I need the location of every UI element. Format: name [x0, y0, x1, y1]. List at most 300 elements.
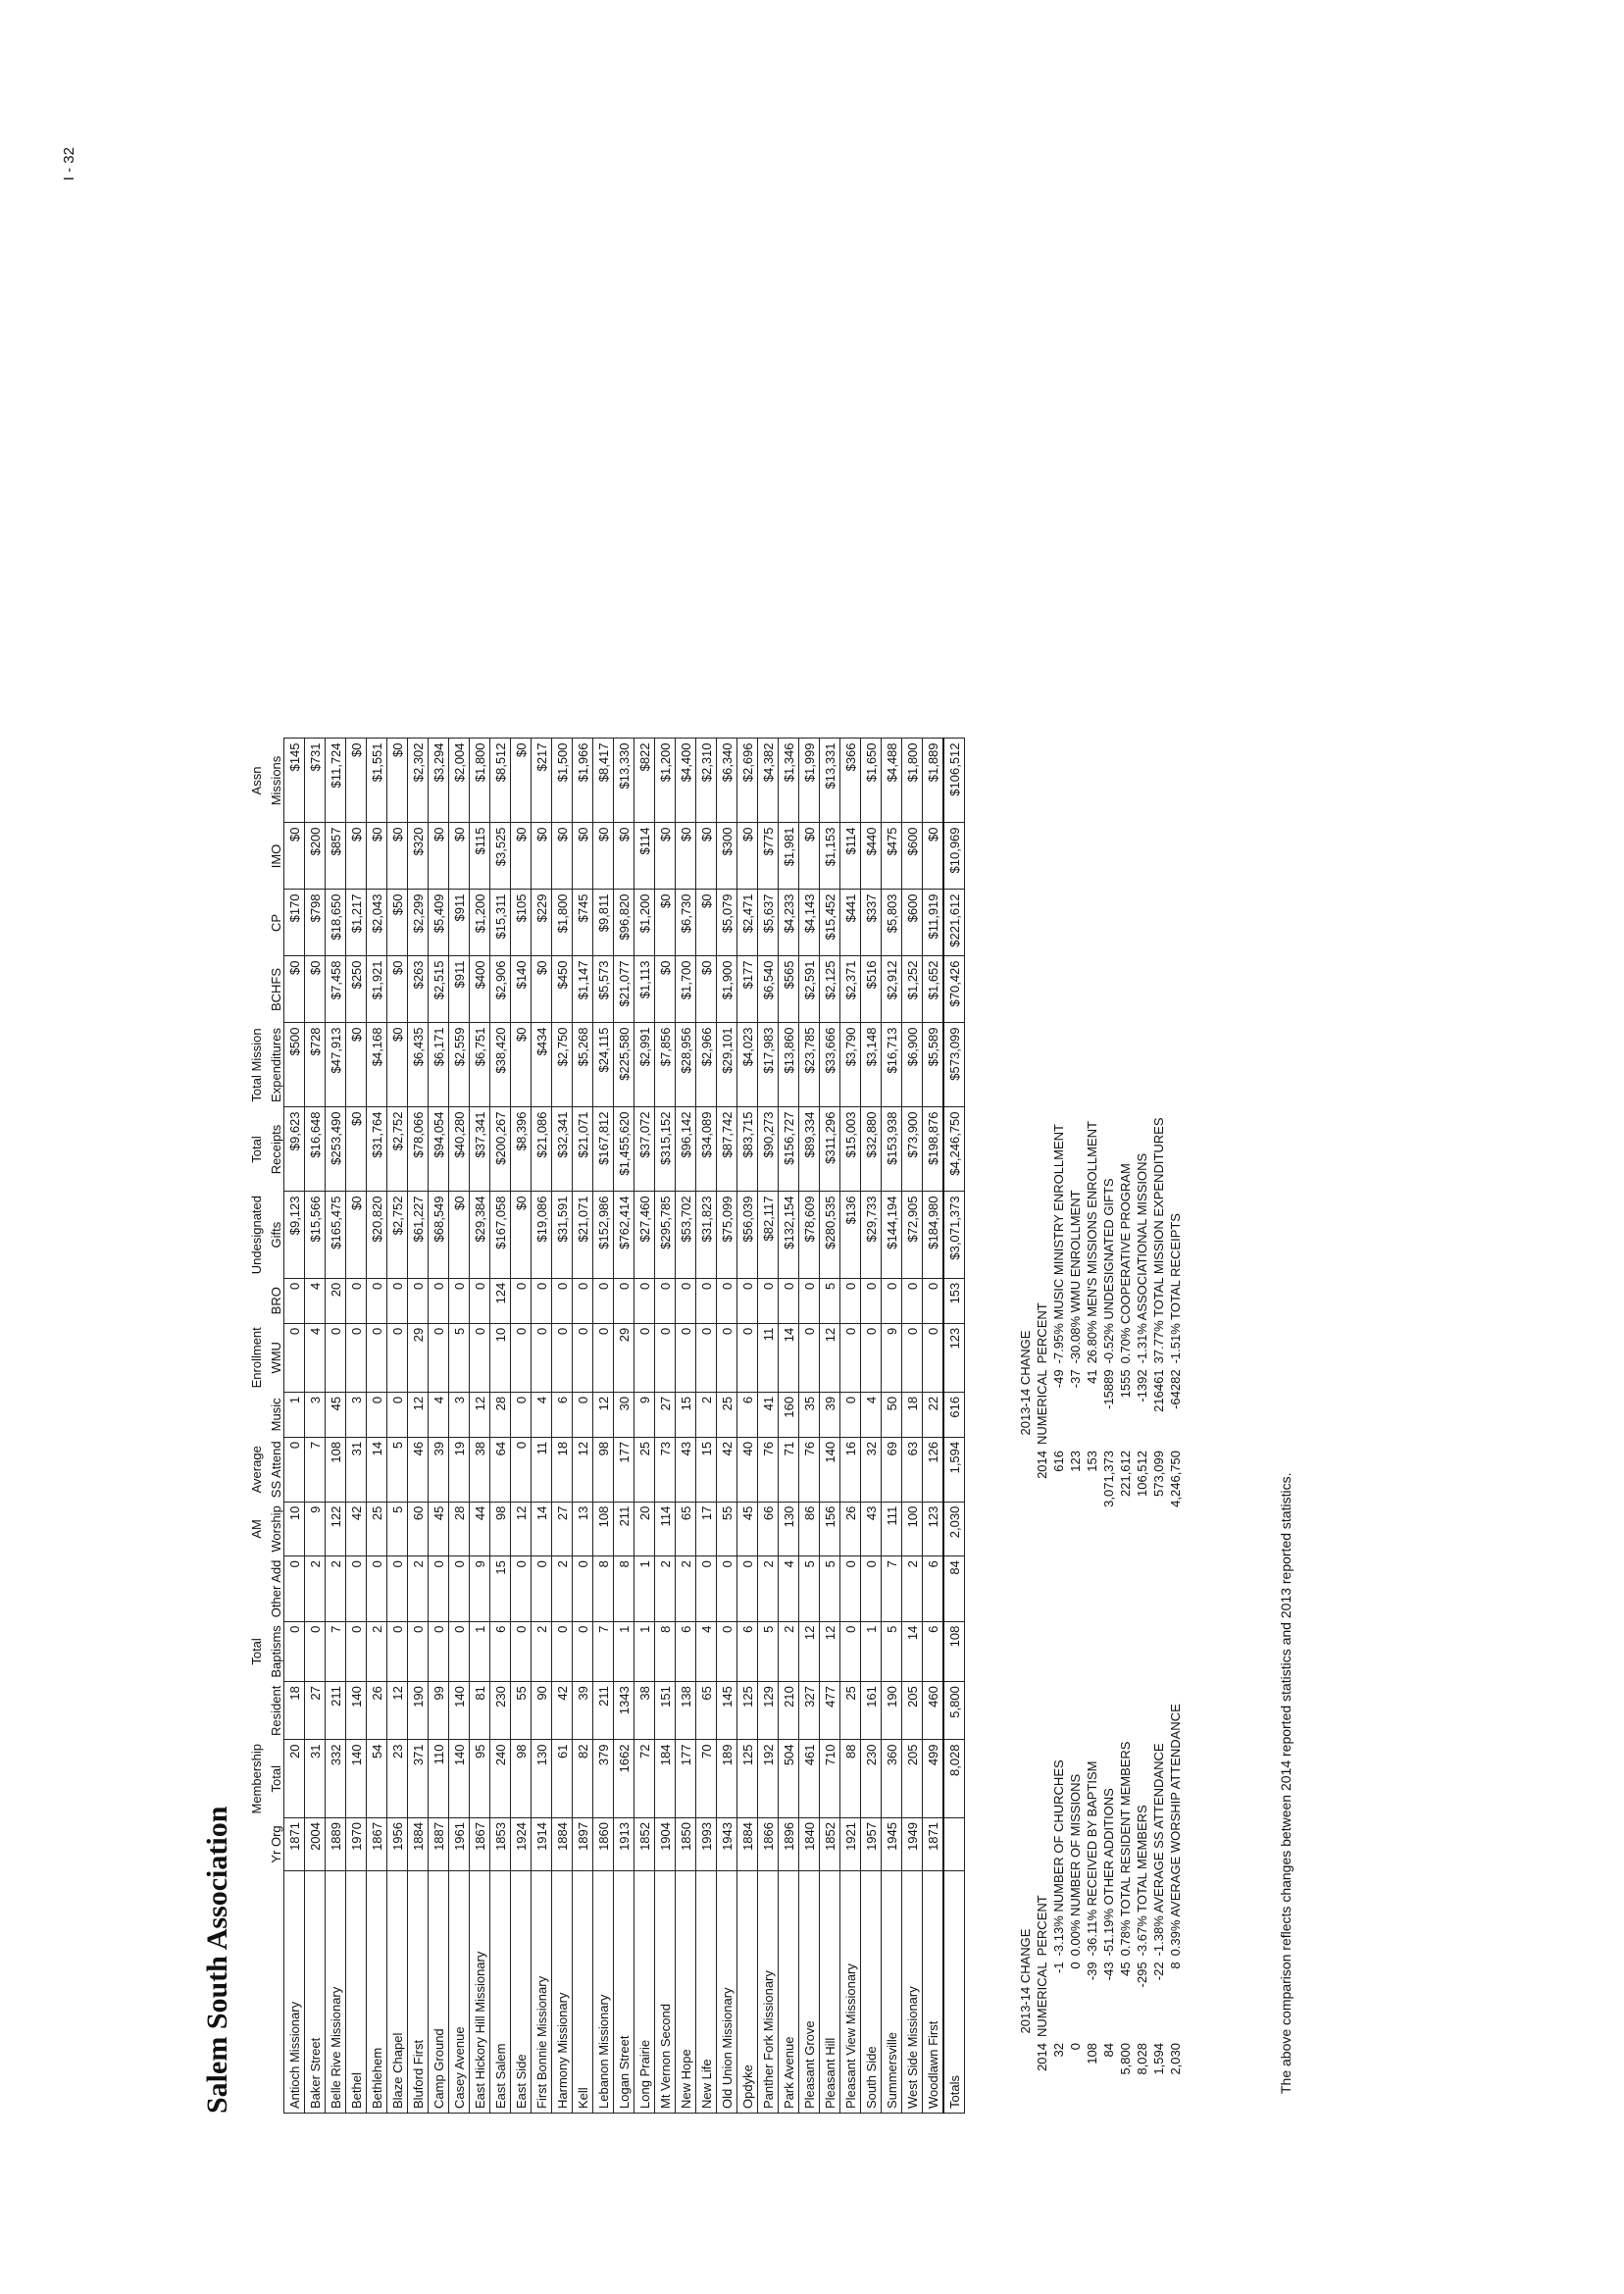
- table-cell: 0: [429, 1278, 449, 1323]
- table-cell: 1956: [387, 1818, 408, 1871]
- table-cell: 1921: [840, 1818, 861, 1871]
- table-cell: 54: [367, 1740, 387, 1818]
- table-cell: 2: [676, 1556, 696, 1622]
- table-cell: $167,058: [490, 1192, 511, 1278]
- table-cell: 42: [552, 1682, 573, 1740]
- table-cell: 7: [326, 1621, 346, 1681]
- change-2014-value: 0: [1068, 2043, 1083, 2051]
- table-cell: 4: [779, 1556, 799, 1622]
- table-cell: 0: [717, 1323, 737, 1392]
- table-cell: 0: [284, 1278, 305, 1323]
- table-cell: $68,549: [429, 1192, 449, 1278]
- table-cell: $366: [840, 739, 861, 823]
- table-cell: $31,823: [696, 1192, 717, 1278]
- table-cell: 9: [882, 1323, 902, 1392]
- table-cell: $94,054: [429, 1107, 449, 1192]
- table-cell: 30: [614, 1392, 634, 1437]
- change-numerical-value: 216461: [1151, 1369, 1166, 1412]
- table-cell: $1,921: [367, 956, 387, 1023]
- table-cell: 184: [655, 1740, 676, 1818]
- column-header: [244, 823, 264, 890]
- table-cell: 205: [902, 1682, 923, 1740]
- table-cell: $18,650: [326, 890, 346, 956]
- table-cell: 0: [326, 1323, 346, 1392]
- table-cell: $0: [449, 823, 470, 890]
- table-cell: 360: [882, 1740, 902, 1818]
- table-cell: 90: [532, 1682, 552, 1740]
- table-cell: 1897: [573, 1818, 593, 1871]
- table-cell: $0: [284, 956, 305, 1023]
- table-cell: 27: [552, 1502, 573, 1555]
- change-numerical-value: -49: [1051, 1369, 1066, 1389]
- column-header: Assn: [249, 766, 264, 795]
- table-cell: $1,200: [655, 739, 676, 823]
- table-cell: $6,435: [408, 1023, 429, 1107]
- change-2014-value: 106,512: [1135, 1451, 1149, 1497]
- table-cell: 50: [882, 1392, 902, 1437]
- table-cell: 0: [882, 1278, 902, 1323]
- table-cell: $0: [696, 823, 717, 890]
- table-cell: 1343: [614, 1682, 634, 1740]
- table-cell: 55: [511, 1682, 532, 1740]
- table-cell: 86: [799, 1502, 820, 1555]
- table-cell: 0: [573, 1323, 593, 1392]
- table-cell: $50: [387, 890, 408, 956]
- table-cell: 327: [799, 1682, 820, 1740]
- table-cell: 10: [284, 1502, 305, 1555]
- table-cell: $6,730: [676, 890, 696, 956]
- table-row: [779, 739, 799, 2114]
- church-name-cell: South Side: [861, 1871, 882, 2114]
- table-cell: $5,637: [758, 890, 779, 956]
- table-cell: 18: [284, 1682, 305, 1740]
- column-header: Membership: [249, 1743, 264, 1814]
- table-cell: 190: [882, 1682, 902, 1740]
- table-cell: $73,900: [902, 1107, 923, 1192]
- table-cell: $0: [799, 823, 820, 890]
- table-cell: 0: [737, 1278, 758, 1323]
- change-row: [1150, 1698, 1167, 2094]
- col-numerical: NUMERICAL: [1035, 1369, 1049, 1445]
- table-cell: 0: [367, 1392, 387, 1437]
- table-cell: 177: [614, 1437, 634, 1502]
- table-cell: $37,072: [634, 1107, 655, 1192]
- table-cell: 38: [470, 1437, 490, 1502]
- table-cell: $1,800: [470, 739, 490, 823]
- table-cell: $21,071: [573, 1107, 593, 1192]
- table-cell: 0: [573, 1392, 593, 1437]
- table-cell: 55: [717, 1502, 737, 1555]
- table-cell: $1,200: [470, 890, 490, 956]
- table-cell: $315,152: [655, 1107, 676, 1192]
- table-cell: 0: [346, 1621, 367, 1681]
- table-cell: $0: [511, 1192, 532, 1278]
- table-cell: $762,414: [614, 1192, 634, 1278]
- table-cell: 14: [902, 1621, 923, 1681]
- church-name-cell: Bethel: [346, 1871, 367, 2114]
- table-cell: 1: [470, 1621, 490, 1681]
- table-cell: 130: [532, 1740, 552, 1818]
- table-cell: $0: [696, 890, 717, 956]
- table-cell: $29,101: [717, 1023, 737, 1107]
- page-number: I - 32: [61, 147, 77, 181]
- table-cell: $132,154: [779, 1192, 799, 1278]
- change-numerical-value: 0: [1068, 1962, 1083, 1969]
- totals-cell: 153: [943, 1278, 965, 1323]
- change-2014-value: 8,028: [1135, 2043, 1149, 2075]
- table-cell: 25: [634, 1437, 655, 1502]
- table-cell: 9: [305, 1502, 326, 1555]
- table-row: [696, 739, 717, 2114]
- table-cell: 43: [861, 1502, 882, 1555]
- table-cell: 4: [532, 1392, 552, 1437]
- table-cell: 95: [470, 1740, 490, 1818]
- table-cell: 8: [655, 1621, 676, 1681]
- table-cell: 2: [758, 1556, 779, 1622]
- table-cell: 0: [511, 1392, 532, 1437]
- table-cell: $2,302: [408, 739, 429, 823]
- table-cell: $0: [346, 1107, 367, 1192]
- table-cell: $798: [305, 890, 326, 956]
- table-cell: 39: [429, 1437, 449, 1502]
- church-name-cell: Pleasant View Missionary: [840, 1871, 861, 2114]
- table-cell: 0: [634, 1278, 655, 1323]
- column-header: Music: [269, 1398, 283, 1432]
- change-percent-label: 37.77% TOTAL MISSION EXPENDITURES: [1151, 1117, 1166, 1364]
- table-cell: 0: [573, 1278, 593, 1323]
- table-cell: 0: [840, 1323, 861, 1392]
- table-cell: $23,785: [799, 1023, 820, 1107]
- table-cell: 13: [573, 1502, 593, 1555]
- table-cell: 1867: [470, 1818, 490, 1871]
- table-cell: 124: [490, 1278, 511, 1323]
- table-cell: $32,341: [552, 1107, 573, 1192]
- table-cell: $822: [634, 739, 655, 823]
- table-row: [532, 739, 552, 2114]
- totals-cell: 5,800: [943, 1682, 965, 1740]
- table-cell: 140: [346, 1682, 367, 1740]
- table-cell: $4,023: [737, 1023, 758, 1107]
- table-cell: $3,294: [429, 739, 449, 823]
- change-numerical-value: -1392: [1135, 1369, 1149, 1402]
- table-cell: 0: [511, 1323, 532, 1392]
- column-header: Undesignated: [249, 1195, 264, 1275]
- table-cell: $136: [840, 1192, 861, 1278]
- table-cell: 0: [799, 1323, 820, 1392]
- table-cell: 1957: [861, 1818, 882, 1871]
- table-cell: $2,696: [737, 739, 758, 823]
- table-cell: 2: [655, 1556, 676, 1622]
- table-cell: 1: [614, 1621, 634, 1681]
- totals-cell: $4,246,750: [943, 1107, 965, 1192]
- change-row: [1167, 1111, 1184, 1515]
- table-cell: $0: [696, 956, 717, 1023]
- table-cell: $4,143: [799, 890, 820, 956]
- table-cell: $2,752: [387, 1192, 408, 1278]
- table-cell: 8: [614, 1556, 634, 1622]
- table-cell: 0: [717, 1278, 737, 1323]
- table-cell: $1,981: [779, 823, 799, 890]
- column-header: [244, 1871, 264, 2114]
- change-numerical-value: 45: [1118, 1962, 1133, 1976]
- table-row: [408, 739, 429, 2114]
- table-cell: $441: [840, 890, 861, 956]
- table-cell: 19: [449, 1437, 470, 1502]
- table-cell: 15: [676, 1392, 696, 1437]
- table-cell: 15: [490, 1556, 511, 1622]
- table-cell: $6,540: [758, 956, 779, 1023]
- table-cell: 88: [840, 1740, 861, 1818]
- change-percent-label: -51.19% OTHER ADDITIONS: [1101, 1788, 1116, 1957]
- table-cell: $87,742: [717, 1107, 737, 1192]
- table-cell: $17,983: [758, 1023, 779, 1107]
- column-header: Total: [249, 1638, 264, 1665]
- table-cell: $0: [737, 823, 758, 890]
- church-name-cell: Kell: [573, 1871, 593, 2114]
- table-row: [387, 739, 408, 2114]
- table-cell: 12: [593, 1392, 614, 1437]
- church-name-cell: Bluford First: [408, 1871, 429, 2114]
- column-header: WMU: [269, 1342, 283, 1374]
- table-cell: $32,880: [861, 1107, 882, 1192]
- table-cell: $475: [882, 823, 902, 890]
- table-cell: 114: [655, 1502, 676, 1555]
- table-cell: $27,460: [634, 1192, 655, 1278]
- table-cell: $140: [511, 956, 532, 1023]
- table-cell: $29,384: [470, 1192, 490, 1278]
- table-cell: $5,079: [717, 890, 737, 956]
- change-row: [1067, 1698, 1084, 2094]
- table-cell: $152,986: [593, 1192, 614, 1278]
- table-cell: 0: [511, 1556, 532, 1622]
- table-cell: 190: [408, 1682, 429, 1740]
- table-cell: 0: [449, 1556, 470, 1622]
- table-row: [429, 739, 449, 2114]
- table-cell: 460: [923, 1682, 944, 1740]
- table-cell: $6,900: [902, 1023, 923, 1107]
- table-cell: 22: [923, 1392, 944, 1437]
- table-cell: 39: [573, 1682, 593, 1740]
- change-row: [1150, 1111, 1167, 1515]
- header-row-2: [264, 739, 284, 2114]
- table-cell: $0: [387, 823, 408, 890]
- table-cell: 125: [737, 1740, 758, 1818]
- table-cell: $0: [923, 823, 944, 890]
- table-cell: 1850: [676, 1818, 696, 1871]
- church-name-cell: New Hope: [676, 1871, 696, 2114]
- table-cell: 160: [779, 1392, 799, 1437]
- change-2014-value: 3,071,373: [1101, 1451, 1116, 1507]
- table-cell: $33,666: [820, 1023, 840, 1107]
- table-cell: 0: [449, 1621, 470, 1681]
- table-cell: 6: [676, 1621, 696, 1681]
- table-cell: 12: [799, 1621, 820, 1681]
- table-cell: $0: [655, 890, 676, 956]
- column-header: [244, 1278, 264, 1323]
- table-cell: 27: [655, 1392, 676, 1437]
- table-row: [799, 739, 820, 2114]
- change-row: [1167, 1698, 1184, 2094]
- church-name-cell: West Side Missionary: [902, 1871, 923, 2114]
- table-cell: 0: [346, 1556, 367, 1622]
- table-cell: $21,071: [573, 1192, 593, 1278]
- table-row: [593, 739, 614, 2114]
- table-cell: 27: [305, 1682, 326, 1740]
- change-percent-label: -0.52% UNDESIGNATED GIFTS: [1101, 1178, 1116, 1364]
- table-cell: $78,066: [408, 1107, 429, 1192]
- table-row: [634, 739, 655, 2114]
- table-cell: 140: [346, 1740, 367, 1818]
- change-percent-label: 0.00% NUMBER OF MISSIONS: [1068, 1773, 1083, 1957]
- table-cell: 0: [737, 1556, 758, 1622]
- column-header: [244, 890, 264, 956]
- table-cell: 3: [449, 1392, 470, 1437]
- table-cell: $600: [902, 823, 923, 890]
- table-row: [470, 739, 490, 2114]
- church-name-cell: Opdyke: [737, 1871, 758, 2114]
- column-header: Resident: [269, 1685, 283, 1736]
- table-cell: 7: [305, 1437, 326, 1502]
- table-cell: 1867: [367, 1818, 387, 1871]
- column-header: Yr Org: [269, 1825, 283, 1863]
- table-cell: $775: [758, 823, 779, 890]
- table-cell: 140: [449, 1682, 470, 1740]
- table-cell: 4: [305, 1278, 326, 1323]
- table-cell: 2: [696, 1392, 717, 1437]
- table-cell: $2,750: [552, 1023, 573, 1107]
- table-cell: 60: [408, 1502, 429, 1555]
- change-2014-value: 5,800: [1118, 2043, 1133, 2075]
- table-cell: 4: [429, 1392, 449, 1437]
- change-2014-value: 123: [1068, 1451, 1083, 1472]
- table-cell: 5: [387, 1437, 408, 1502]
- column-header: SS Attend: [269, 1441, 283, 1499]
- table-cell: $6,171: [429, 1023, 449, 1107]
- table-cell: $31,764: [367, 1107, 387, 1192]
- table-cell: 11: [532, 1437, 552, 1502]
- table-cell: 0: [449, 1278, 470, 1323]
- table-cell: $0: [449, 1192, 470, 1278]
- column-header: [264, 1871, 284, 2114]
- table-cell: 130: [779, 1502, 799, 1555]
- table-cell: 138: [676, 1682, 696, 1740]
- table-cell: $13,331: [820, 739, 840, 823]
- table-cell: $177: [737, 956, 758, 1023]
- totals-cell: $70,426: [943, 956, 965, 1023]
- column-header: Other Add: [269, 1559, 283, 1618]
- table-cell: $2,991: [634, 1023, 655, 1107]
- table-cell: $5,589: [923, 1023, 944, 1107]
- change-percent-label: -3.13% NUMBER OF CHURCHES: [1051, 1759, 1066, 1957]
- totals-cell: $3,071,373: [943, 1192, 965, 1278]
- table-cell: $37,341: [470, 1107, 490, 1192]
- table-cell: 1884: [552, 1818, 573, 1871]
- table-cell: 0: [779, 1278, 799, 1323]
- table-cell: $0: [387, 1023, 408, 1107]
- table-cell: $500: [284, 1023, 305, 1107]
- table-cell: 140: [449, 1740, 470, 1818]
- table-cell: $11,724: [326, 739, 346, 823]
- church-name-cell: Casey Avenue: [449, 1871, 470, 2114]
- change-numerical-value: -37: [1068, 1369, 1083, 1389]
- table-cell: $0: [511, 739, 532, 823]
- table-cell: $731: [305, 739, 326, 823]
- table-cell: $170: [284, 890, 305, 956]
- column-header: AM: [249, 1519, 264, 1539]
- table-cell: $184,980: [923, 1192, 944, 1278]
- table-cell: $200,267: [490, 1107, 511, 1192]
- table-cell: $728: [305, 1023, 326, 1107]
- church-name-cell: Long Prairie: [634, 1871, 655, 2114]
- table-cell: 1884: [408, 1818, 429, 1871]
- footnote: The above comparison reflects changes between 2014 reported statistics and 2013 reported statistics.: [1278, 1472, 1294, 2094]
- table-cell: 46: [408, 1437, 429, 1502]
- table-cell: 4: [861, 1392, 882, 1437]
- table-cell: $0: [429, 823, 449, 890]
- table-cell: 5: [882, 1621, 902, 1681]
- church-name-cell: East Side: [511, 1871, 532, 2114]
- statistics-table: [244, 738, 965, 2114]
- table-cell: 0: [429, 1556, 449, 1622]
- col-percent: PERCENT: [1035, 1302, 1049, 1364]
- change-2014-value: 4,246,750: [1168, 1451, 1183, 1507]
- column-header: [244, 1556, 264, 1622]
- table-cell: 1852: [634, 1818, 655, 1871]
- table-cell: 1: [634, 1556, 655, 1622]
- table-cell: $2,515: [429, 956, 449, 1023]
- table-cell: 0: [676, 1323, 696, 1392]
- table-cell: 0: [284, 1621, 305, 1681]
- table-cell: 0: [717, 1556, 737, 1622]
- table-cell: $4,233: [779, 890, 799, 956]
- table-cell: $31,591: [552, 1192, 573, 1278]
- church-name-cell: Mt Vernon Second: [655, 1871, 676, 2114]
- table-cell: 70: [696, 1740, 717, 1818]
- table-cell: $3,525: [490, 823, 511, 890]
- table-cell: 64: [490, 1437, 511, 1502]
- table-row: [511, 739, 532, 2114]
- table-cell: $83,715: [737, 1107, 758, 1192]
- change-percent-label: -30.08% WMU ENROLLMENT: [1068, 1190, 1083, 1364]
- table-cell: $5,268: [573, 1023, 593, 1107]
- change-row: [1117, 1698, 1134, 2094]
- table-cell: 145: [717, 1682, 737, 1740]
- change-2014-value: 84: [1101, 2043, 1116, 2058]
- table-cell: $61,227: [408, 1192, 429, 1278]
- table-cell: 0: [902, 1278, 923, 1323]
- table-cell: 0: [696, 1278, 717, 1323]
- table-cell: 98: [490, 1502, 511, 1555]
- table-cell: $13,860: [779, 1023, 799, 1107]
- table-cell: $5,409: [429, 890, 449, 956]
- change-numerical-value: -64282: [1168, 1369, 1183, 1409]
- table-cell: 1840: [799, 1818, 820, 1871]
- table-cell: 12: [511, 1502, 532, 1555]
- table-cell: 129: [758, 1682, 779, 1740]
- table-cell: 0: [408, 1621, 429, 1681]
- table-cell: 0: [387, 1621, 408, 1681]
- table-cell: $29,733: [861, 1192, 882, 1278]
- church-name-cell: Belle Rive Missionary: [326, 1871, 346, 2114]
- table-cell: $5,803: [882, 890, 902, 956]
- table-cell: $21,077: [614, 956, 634, 1023]
- table-cell: $114: [634, 823, 655, 890]
- change-numerical-value: 1555: [1118, 1369, 1133, 1399]
- table-cell: 28: [449, 1502, 470, 1555]
- table-cell: 0: [532, 1556, 552, 1622]
- column-header: Gifts: [269, 1221, 283, 1249]
- table-cell: $9,123: [284, 1192, 305, 1278]
